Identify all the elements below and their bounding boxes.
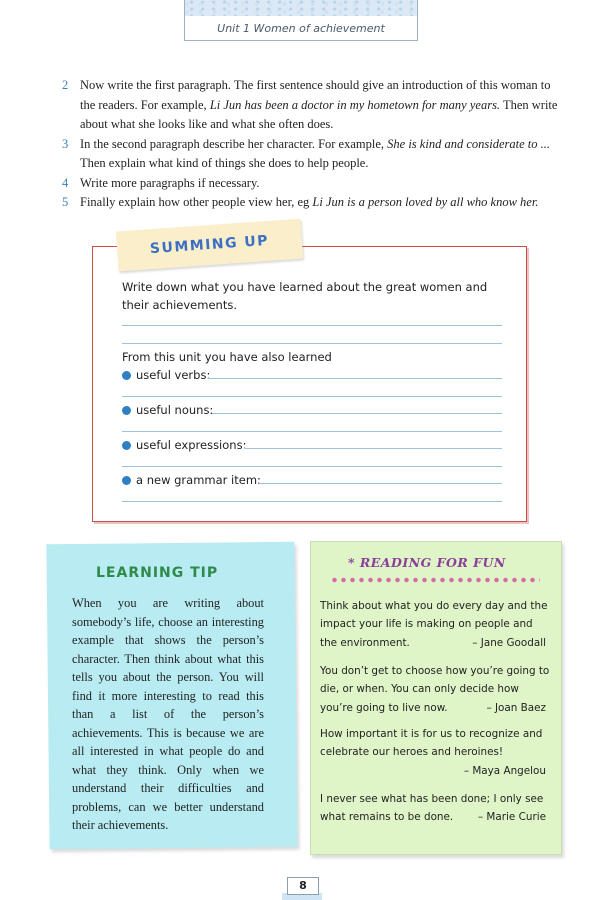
answer-line[interactable]: [122, 396, 502, 397]
header-decoration: [185, 0, 417, 16]
bullet-icon: [122, 476, 131, 485]
flower-border-decoration: [330, 576, 540, 584]
instruction-step: [62, 135, 562, 174]
useful-verbs-item: useful verbs:: [122, 366, 210, 384]
quote-author: – Marie Curie: [477, 811, 546, 824]
useful-nouns-item: useful nouns:: [122, 401, 213, 419]
answer-line[interactable]: [259, 483, 502, 484]
quote-author: – Joan Baez: [486, 701, 546, 714]
quote-text: Think about what you do every day and the impact your life is making on people and the environment.: [320, 600, 548, 649]
answer-line[interactable]: [122, 343, 502, 344]
quote-text: How important it is for us to recognize and celebrate our heroes and heroines!: [320, 728, 543, 759]
summing-up-title: SUMMING UP: [149, 232, 270, 258]
quote-author: – Maya Angelou: [463, 764, 546, 777]
instruction-step: [62, 193, 562, 213]
step-text: Write more paragraphs if necessary.: [80, 175, 260, 190]
answer-line[interactable]: [122, 325, 502, 326]
quote-angelou: [320, 725, 550, 780]
step-number: 2: [62, 78, 69, 92]
summing-up-prompt: Write down what you have learned about the great women and their achievements.: [122, 280, 488, 312]
step-text: In the second paragraph describe her character. For example, She is kind and considerate to ... Then explain what kind of things she does to help people.: [80, 136, 550, 170]
quote-text: You don’t get to choose how you’re going to die, or when. You can only decide how you’re going to live now.: [320, 665, 550, 714]
answer-line[interactable]: [212, 413, 502, 414]
instruction-step: [62, 76, 562, 135]
bullet-icon: [122, 441, 131, 450]
learning-tip-body: When you are writing about somebody’s life, choose an interesting example that shows the person’s character. Then think about what this tells you about the person. You will find it more interesting to read this than a list of the person’s achievements. This is because we are all interested in what people do and what they think. Only when we understand their difficulties and problems, can we better understand their achievements.: [72, 596, 264, 832]
quote-curie: [320, 790, 550, 827]
answer-line[interactable]: [122, 501, 502, 502]
useful-expressions-item: useful expressions:: [122, 436, 246, 454]
bullet-icon: [122, 371, 131, 380]
quote-baez: [320, 662, 550, 717]
page-number: 8: [287, 877, 319, 895]
bullet-icon: [122, 406, 131, 415]
unit-header-tab: [184, 0, 418, 41]
quote-text: I never see what has been done; I only see what remains to be done.: [320, 793, 544, 824]
step-text: Finally explain how other people view her, eg Li Jun is a person loved by all who know her.: [80, 195, 539, 209]
answer-line[interactable]: [122, 466, 502, 467]
step-text: Now write the first paragraph. The first sentence should give an introduction of this woman to the readers. For example, Li Jun has been a doctor in my hometown for many years. Then write about what she looks like and what she often does.: [80, 78, 558, 131]
answer-line[interactable]: [208, 378, 502, 379]
quote-goodall: [320, 597, 550, 652]
learning-tip-title: LEARNING TIP: [96, 565, 219, 581]
writing-instructions: [62, 76, 562, 213]
step-number: 4: [62, 175, 69, 190]
quote-author: – Jane Goodall: [472, 636, 546, 649]
unit-title: Unit 1 Women of achievement: [217, 22, 385, 35]
instruction-step: [62, 174, 562, 194]
also-learned-label: From this unit you have also learned: [122, 350, 332, 364]
grammar-item: a new grammar item:: [122, 471, 261, 489]
answer-line[interactable]: [122, 431, 502, 432]
answer-line[interactable]: [244, 448, 502, 449]
reading-for-fun-title: * READING FOR FUN: [348, 555, 506, 570]
step-number: 5: [62, 195, 69, 209]
step-number: 3: [62, 136, 69, 151]
